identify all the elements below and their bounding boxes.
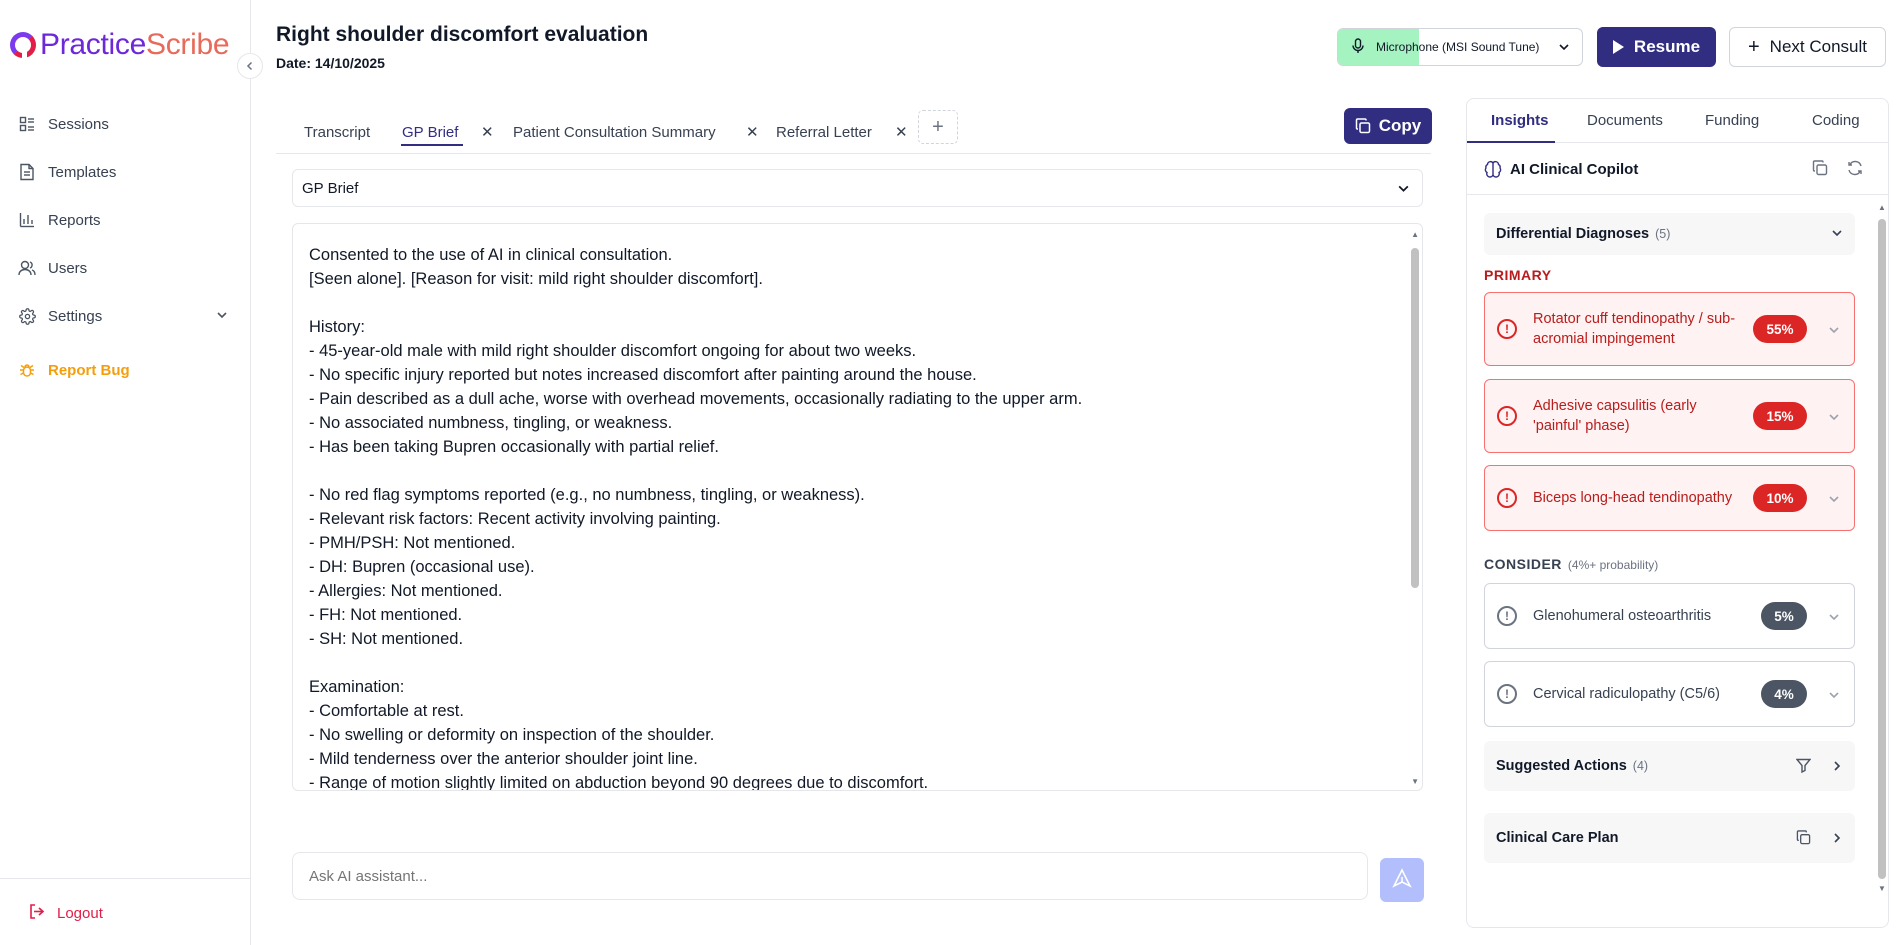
- sidebar-nav: [18, 100, 228, 394]
- document-text[interactable]: [309, 243, 1389, 791]
- tab-label: GP Brief: [402, 123, 459, 141]
- suggested-actions-header[interactable]: [1484, 741, 1855, 791]
- document-line: - 45-year-old male with mild right shoulder discomfort ongoing for about two weeks.: [309, 342, 917, 360]
- consider-label: [1484, 556, 1658, 572]
- document-scrollbar[interactable]: [1408, 224, 1422, 791]
- scroll-up-arrow-icon[interactable]: ▲: [1878, 203, 1886, 212]
- sidebar-item-label: Users: [48, 259, 88, 277]
- close-tab-gp-brief-icon[interactable]: ✕: [481, 124, 494, 141]
- sidebar-item-templates[interactable]: [18, 148, 228, 196]
- sidebar-item-label: Templates: [48, 163, 117, 181]
- brand-name-part2: Scribe: [145, 28, 230, 61]
- template-select-value: GP Brief: [302, 179, 359, 197]
- copy-icon[interactable]: [1796, 830, 1811, 849]
- panel-scrollbar[interactable]: [1876, 199, 1888, 893]
- tab-referral-letter[interactable]: [776, 117, 872, 147]
- chevron-down-icon: [1828, 323, 1840, 341]
- document-line: - No red flag symptoms reported (e.g., no numbness, tingling, or weakness).: [309, 486, 865, 504]
- gear-icon: [18, 307, 36, 325]
- chevron-right-icon: [1831, 760, 1843, 776]
- logout-button[interactable]: [28, 903, 103, 924]
- document-line: - Mild tenderness over the anterior shoulder joint line.: [309, 750, 698, 768]
- probability-badge: 4%: [1761, 680, 1807, 708]
- sidebar-item-label: Report Bug: [48, 361, 130, 379]
- document-line: - No specific injury reported but notes increased discomfort after painting around the house.: [309, 366, 977, 384]
- chevron-down-icon: [1828, 610, 1840, 628]
- alert-circle-icon: !: [1497, 606, 1517, 626]
- ask-ai-input[interactable]: [292, 852, 1368, 900]
- diagnosis-name: Glenohumeral osteoarthritis: [1533, 608, 1712, 624]
- tab-gp-brief[interactable]: [402, 117, 458, 147]
- sidebar-item-users[interactable]: [18, 244, 228, 292]
- copilot-title: [1484, 160, 1638, 178]
- document-line: - FH: Not mentioned.: [309, 606, 463, 624]
- document-line: [309, 291, 1389, 315]
- plus-icon: +: [1747, 35, 1760, 58]
- copy-label: Copy: [1378, 116, 1422, 135]
- document-line: - Pain described as a dull ache, worse with overhead movements, occasionally radiating to the upper arm.: [309, 390, 1083, 408]
- resume-label: Resume: [1633, 37, 1701, 56]
- consider-title: CONSIDER: [1484, 556, 1562, 572]
- close-tab-referral-letter-icon[interactable]: ✕: [895, 124, 908, 141]
- section-count: (4): [1632, 759, 1649, 773]
- bug-icon: [18, 361, 36, 379]
- scroll-down-arrow-icon[interactable]: ▼: [1411, 777, 1419, 786]
- document-line: - PMH/PSH: Not mentioned.: [309, 534, 516, 552]
- chevron-down-icon: [1831, 227, 1843, 243]
- diagnosis-card[interactable]: [1484, 661, 1855, 727]
- alert-circle-icon: !: [1497, 406, 1517, 426]
- sidebar-item-label: Sessions: [48, 115, 109, 133]
- template-select[interactable]: [292, 169, 1423, 207]
- plus-icon: +: [932, 115, 944, 138]
- differential-diagnoses-header[interactable]: [1484, 213, 1855, 255]
- document-line: - SH: Not mentioned.: [309, 630, 464, 648]
- diagnosis-name: Biceps long-head tendinopathy: [1533, 490, 1733, 506]
- tab-label: Patient Consultation Summary: [513, 123, 716, 141]
- diagnosis-card[interactable]: [1484, 465, 1855, 531]
- sidebar-item-report-bug[interactable]: [18, 346, 228, 394]
- tab-coding[interactable]: Coding: [1812, 112, 1860, 129]
- logout-label: Logout: [57, 905, 103, 922]
- refresh-icon[interactable]: [1847, 160, 1863, 181]
- section-title: Suggested Actions: [1496, 758, 1627, 774]
- brand-logo[interactable]: [10, 28, 229, 62]
- brain-icon: [1484, 160, 1502, 178]
- chevron-down-icon: [216, 308, 228, 325]
- document-line: Examination:: [309, 678, 405, 696]
- scroll-up-arrow-icon[interactable]: ▲: [1411, 230, 1419, 239]
- scroll-down-arrow-icon[interactable]: ▼: [1878, 884, 1886, 893]
- document-line: [309, 651, 1389, 675]
- resume-button[interactable]: [1597, 27, 1716, 67]
- microphone-select[interactable]: [1337, 28, 1583, 66]
- document-tabs: [276, 110, 1431, 154]
- sidebar-collapse-button[interactable]: [237, 53, 263, 79]
- tab-patient-consultation-summary[interactable]: [513, 117, 716, 147]
- copy-icon: [1355, 118, 1371, 134]
- consult-date: Date: 14/10/2025: [276, 55, 385, 71]
- alert-circle-icon: !: [1497, 684, 1517, 704]
- chevron-right-icon: [1831, 832, 1843, 848]
- chevron-down-icon: [1397, 182, 1410, 199]
- probability-badge: 5%: [1761, 602, 1807, 630]
- document-line: - No swelling or deformity on inspection of the shoulder.: [309, 726, 715, 744]
- document-line: History:: [309, 318, 365, 336]
- document-line: - No associated numbness, tingling, or weakness.: [309, 414, 673, 432]
- insights-panel: [1466, 98, 1889, 928]
- copilot-header: [1467, 143, 1889, 195]
- alert-circle-icon: !: [1497, 488, 1517, 508]
- active-tab-indicator: [401, 144, 463, 146]
- chevron-left-icon: [245, 58, 255, 74]
- sidebar-item-reports[interactable]: [18, 196, 228, 244]
- section-title: Differential Diagnoses: [1496, 226, 1650, 242]
- tab-documents[interactable]: Documents: [1587, 112, 1663, 129]
- scrollbar-thumb[interactable]: [1878, 219, 1886, 879]
- diagnosis-name: Adhesive capsulitis (early 'painful' phase): [1533, 398, 1697, 434]
- document-line: - Allergies: Not mentioned.: [309, 582, 503, 600]
- tab-label: Transcript: [304, 123, 371, 141]
- tab-label: Referral Letter: [776, 123, 872, 141]
- tab-transcript[interactable]: [304, 117, 370, 147]
- logout-icon: [28, 903, 45, 924]
- logo-icon: [10, 32, 36, 58]
- reports-icon: [18, 211, 36, 229]
- microphone-label: Microphone (MSI Sound Tune): [1376, 40, 1540, 54]
- chevron-down-icon: [1828, 410, 1840, 428]
- section-count: (5): [1655, 227, 1671, 241]
- tab-funding[interactable]: Funding: [1705, 112, 1760, 129]
- sidebar: [0, 0, 251, 945]
- chevron-down-icon: [1828, 492, 1840, 510]
- chevron-down-icon: [1828, 688, 1840, 706]
- sidebar-item-sessions[interactable]: [18, 100, 228, 148]
- copy-button[interactable]: [1344, 108, 1432, 144]
- users-icon: [18, 259, 36, 277]
- document-line: - Relevant risk factors: Recent activity involving painting.: [309, 510, 721, 528]
- sessions-icon: [18, 115, 36, 133]
- clinical-care-plan-header[interactable]: [1484, 813, 1855, 863]
- probability-badge: 10%: [1753, 484, 1807, 512]
- sidebar-item-label: Reports: [48, 211, 101, 229]
- templates-icon: [18, 163, 36, 181]
- panel-tabs: [1467, 99, 1889, 143]
- copy-icon[interactable]: [1812, 160, 1828, 181]
- consider-subtitle: (4%+ probability): [1567, 558, 1659, 572]
- sidebar-item-label: Settings: [48, 307, 103, 325]
- play-icon: [1613, 40, 1624, 54]
- brand-name-part1: Practice: [40, 28, 146, 61]
- probability-badge: 55%: [1753, 315, 1807, 343]
- chevron-down-icon: [1558, 41, 1570, 56]
- document-line: - DH: Bupren (occasional use).: [309, 558, 535, 576]
- next-consult-button[interactable]: [1729, 27, 1886, 67]
- diagnosis-card[interactable]: [1484, 292, 1855, 366]
- send-button[interactable]: [1380, 858, 1424, 902]
- document-line: [Seen alone]. [Reason for visit: mild right shoulder discomfort].: [309, 270, 763, 288]
- tab-insights[interactable]: Insights: [1491, 112, 1549, 129]
- document-line: Consented to the use of AI in clinical consultation.: [309, 246, 673, 264]
- document-line: - Range of motion slightly limited on abduction beyond 90 degrees due to discomfort.: [309, 774, 929, 791]
- copilot-title-label: AI Clinical Copilot: [1510, 160, 1639, 178]
- next-consult-label: Next Consult: [1769, 37, 1867, 56]
- diagnosis-name: Cervical radiculopathy (C5/6): [1533, 686, 1720, 702]
- microphone-icon: [1352, 38, 1364, 57]
- diagnosis-name: Rotator cuff tendinopathy / sub-acromial impingement: [1533, 311, 1736, 347]
- diagnosis-card[interactable]: [1484, 379, 1855, 453]
- diagnosis-card[interactable]: [1484, 583, 1855, 649]
- filter-icon[interactable]: [1796, 758, 1811, 777]
- document-line: [309, 459, 1389, 483]
- probability-badge: 15%: [1753, 402, 1807, 430]
- scrollbar-thumb[interactable]: [1411, 248, 1419, 588]
- document-line: - Comfortable at rest.: [309, 702, 464, 720]
- send-icon: [1392, 868, 1412, 893]
- document-line: - Has been taking Bupren occasionally with partial relief.: [309, 438, 719, 456]
- sidebar-divider: [0, 878, 251, 879]
- primary-label: PRIMARY: [1484, 267, 1552, 283]
- document-editor[interactable]: [292, 223, 1423, 791]
- page-title: Right shoulder discomfort evaluation: [276, 23, 649, 46]
- add-tab-button[interactable]: [918, 110, 958, 144]
- alert-circle-icon: !: [1497, 319, 1517, 339]
- close-tab-patient-summary-icon[interactable]: ✕: [746, 124, 759, 141]
- section-title: Clinical Care Plan: [1496, 830, 1619, 846]
- sidebar-item-settings[interactable]: [18, 292, 228, 340]
